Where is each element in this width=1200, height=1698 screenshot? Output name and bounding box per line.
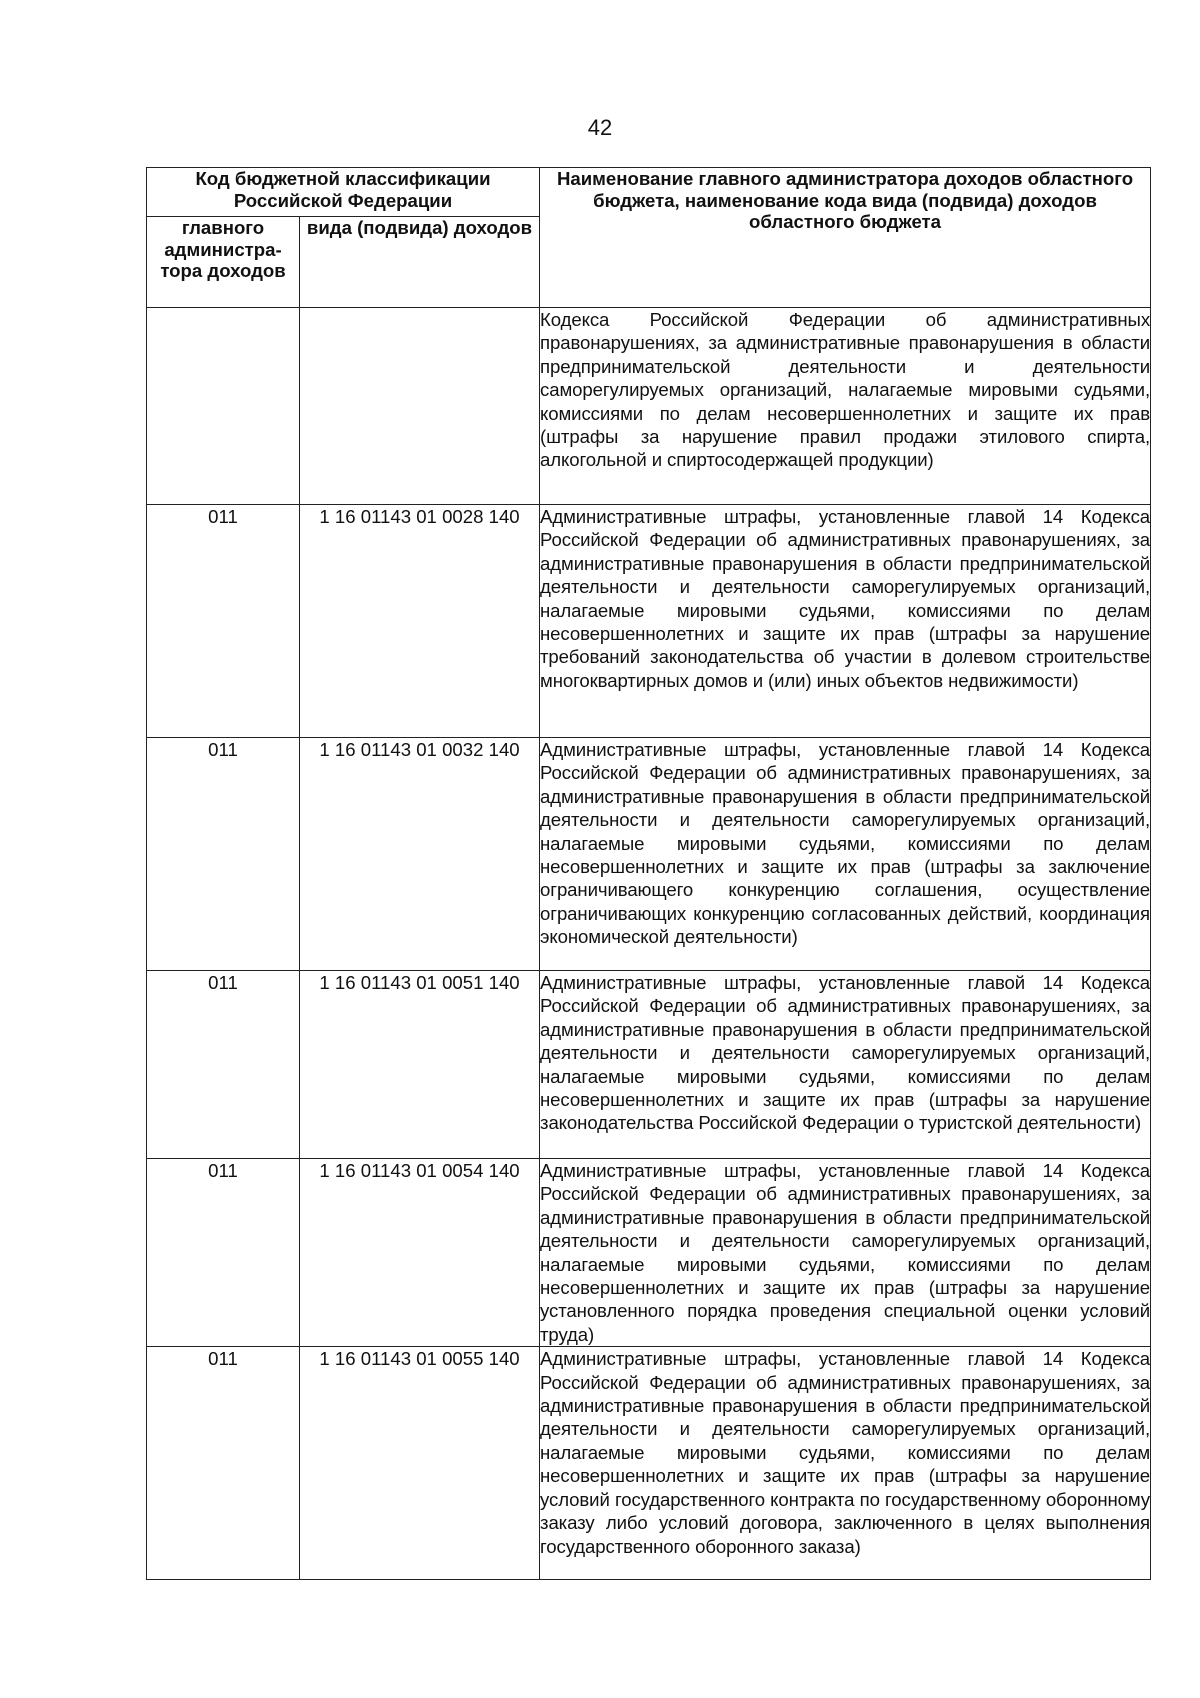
income-code-cell: 1 16 01143 01 0055 140	[300, 1347, 540, 1580]
header-code-column: вида (подвида) доходов	[300, 217, 540, 308]
header-admin-column: главного администра-тора доходов	[147, 217, 300, 308]
table-row	[147, 308, 1151, 505]
income-code-cell: 1 16 01143 01 0032 140	[300, 738, 540, 971]
admin-code-cell: 011	[147, 1347, 300, 1580]
table-row	[147, 1347, 1151, 1580]
income-code-cell: 1 16 01143 01 0028 140	[300, 505, 540, 738]
admin-code-cell: 011	[147, 1159, 300, 1347]
table-row	[147, 738, 1151, 971]
admin-code-cell: 011	[147, 738, 300, 971]
admin-code-cell: 011	[147, 505, 300, 738]
income-name-cell: Административные штрафы, установленные главой 14 Кодекса Российской Федерации об административных правонарушениях, за административные правонарушения в области предпринимательской деятельности и деятельности саморегулируемых организаций, налагаемые мировыми судьями, комиссиями по делам несовершеннолетних и защите их прав (штрафы за нарушение установленного порядка проведения специальной оценки условий труда)	[540, 1160, 1151, 1345]
table-row	[147, 971, 1151, 1159]
income-code-cell: 1 16 01143 01 0051 140	[300, 971, 540, 1159]
table-row	[147, 1159, 1151, 1347]
admin-code-cell	[147, 308, 300, 505]
income-name-cell: Административные штрафы, установленные главой 14 Кодекса Российской Федерации об административных правонарушениях, за административные правонарушения в области предпринимательской деятельности и деятельности саморегулируемых организаций, налагаемые мировыми судьями, комиссиями по делам несовершеннолетних и защите их прав (штрафы за нарушение законодательства Российской Федерации о туристской деятельности)	[540, 971, 1151, 1159]
table-row	[147, 505, 1151, 738]
table-header-row	[147, 168, 1151, 217]
income-code-cell	[300, 308, 540, 505]
page-number: 42	[587, 115, 613, 140]
header-budget-code-group: Код бюджетной классификации Российской Федерации	[147, 168, 540, 217]
admin-code-cell: 011	[147, 971, 300, 1159]
header-name-column: Наименование главного администратора доходов областного бюджета, наименование кода вида (подвида) доходов областного бюджета	[540, 168, 1151, 308]
income-name-cell: Кодекса Российской Федерации об административных правонарушениях, за административные правонарушения в области предпринимательской деятельности и деятельности саморегулируемых организаций, налагаемые мировыми судьями, комиссиями по делам несовершеннолетних и защите их прав (штрафы за нарушение правил продажи этилового спирта, алкогольной и спиртосодержащей продукции)	[540, 308, 1151, 505]
income-name-cell: Административные штрафы, установленные главой 14 Кодекса Российской Федерации об административных правонарушениях, за административные правонарушения в области предпринимательской деятельности и деятельности саморегулируемых организаций, налагаемые мировыми судьями, комиссиями по делам несовершеннолетних и защите их прав (штрафы за нарушение требований законодательства об участии в долевом строительстве многоквартирных домов и (или) иных объектов недвижимости)	[540, 505, 1151, 738]
income-name-cell: Административные штрафы, установленные главой 14 Кодекса Российской Федерации об административных правонарушениях, за административные правонарушения в области предпринимательской деятельности и деятельности саморегулируемых организаций, налагаемые мировыми судьями, комиссиями по делам несовершеннолетних и защите их прав (штрафы за нарушение условий государственного контракта по государственному оборонному заказу либо условий договора, заключенного в целях выполнения государственного оборонного заказа)	[540, 1347, 1151, 1580]
income-code-cell: 1 16 01143 01 0054 140	[300, 1159, 540, 1347]
budget-classification-table	[146, 167, 1151, 1580]
income-name-cell: Административные штрафы, установленные главой 14 Кодекса Российской Федерации об административных правонарушениях, за административные правонарушения в области предпринимательской деятельности и деятельности саморегулируемых организаций, налагаемые мировыми судьями, комиссиями по делам несовершеннолетних и защите их прав (штрафы за заключение ограничивающего конкуренцию соглашения, осуществление ограничивающих конкуренцию согласованных действий, координация экономической деятельности)	[540, 738, 1151, 971]
